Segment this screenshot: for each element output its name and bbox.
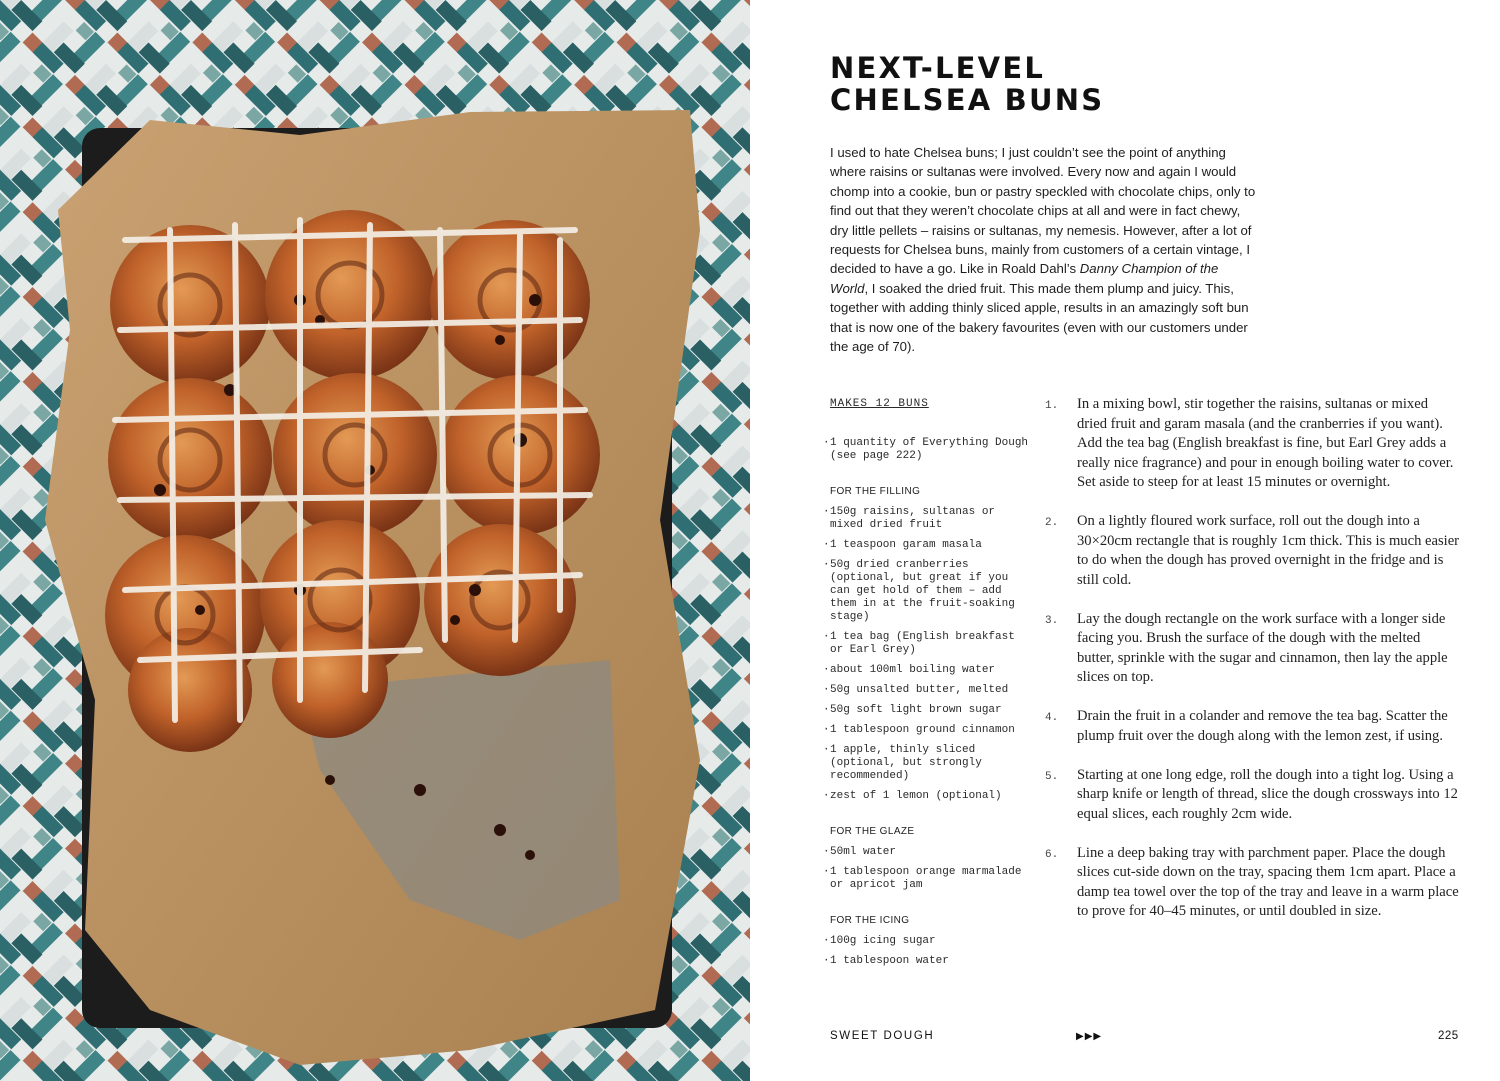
ingredient-item: · 150g raisins, sultanas or mixed dried fruit xyxy=(830,506,1030,532)
ingredient-item: · 50g dried cranberries (optional, but great if you can get hold of them – add them in at the fruit-soaking stage) xyxy=(830,559,1030,624)
filling-heading: FOR THE FILLING xyxy=(830,486,921,497)
ingredient-item: · 1 tablespoon ground cinnamon xyxy=(830,724,1030,737)
base-ingredient-list xyxy=(830,437,1030,463)
ingredient-item: · 50g soft light brown sugar xyxy=(830,704,1030,717)
intro-text-part1: I used to hate Chelsea buns; I just couldn’t see the point of anything where raisins or sultanas were involved. Every now and again I would chomp into a cookie, bun or pastry speckled with chocolate chips, only to find out that they weren’t chocolate chips at all and were in fact chewy, dry little pellets – raisins or sultanas, my nemesis. However, after a lot of requests for Chelsea buns, mainly from customers of a certain vintage, I decided to have a go. Like in Roald Dahl’s xyxy=(830,145,1256,277)
icing-ingredient-list xyxy=(830,935,1030,968)
step-number: 3. xyxy=(1045,614,1059,627)
step-number: 2. xyxy=(1045,517,1059,529)
ingredient-item: · 100g icing sugar xyxy=(830,935,1030,948)
ingredient-item: · 1 teaspoon garam masala xyxy=(830,539,1030,552)
ingredient-item: · about 100ml boiling water xyxy=(830,664,1030,677)
method-step xyxy=(1045,707,1460,746)
step-text: Starting at one long edge, roll the dough into a tight log. Using a sharp knife or length of thread, slice the dough crossways into 12 equal slices, each roughly 2cm wide. xyxy=(1077,766,1458,822)
recipe-intro xyxy=(830,143,1260,356)
intro-book-title: Danny Champion of the World xyxy=(830,261,1219,296)
ingredient-item: · 1 quantity of Everything Dough (see page 222) xyxy=(830,437,1030,463)
continue-arrows-icon: ▶▶▶ xyxy=(1076,1031,1103,1042)
step-text: In a mixing bowl, stir together the raisins, sultanas or mixed dried fruit and garam masala (and the cranberries if you want). Add the tea bag (English breakfast is fine, but Earl Grey adds a really nice fragrance) and pour in enough boiling water to cover. Set aside to steep for at least 15 minutes or overnight. xyxy=(1077,396,1454,490)
step-number: 4. xyxy=(1045,712,1059,724)
yield-label: MAKES 12 BUNS xyxy=(830,398,929,410)
ingredient-item: · 50ml water xyxy=(830,846,1030,859)
step-number: 5. xyxy=(1045,770,1059,783)
recipe-title xyxy=(830,52,1104,116)
ingredient-item: · 1 apple, thinly sliced (optional, but strongly recommended) xyxy=(830,744,1030,783)
ingredient-item: · 50g unsalted butter, melted xyxy=(830,684,1030,697)
method-step xyxy=(1045,844,1460,922)
title-line-1: NEXT-LEVEL xyxy=(830,51,1046,85)
step-text: Lay the dough rectangle on the work surface with a longer side facing you. Brush the surface of the dough with the melted butter, sprinkle with the sugar and cinnamon, then lay the apple slices on top. xyxy=(1077,610,1448,685)
ingredient-item: · 1 tablespoon orange marmalade or apricot jam xyxy=(830,866,1030,892)
method-step xyxy=(1045,395,1460,493)
ingredient-item: · zest of 1 lemon (optional) xyxy=(830,790,1030,803)
step-text: Line a deep baking tray with parchment paper. Place the dough slices cut-side down on the tray, spacing them 1cm apart. Place a damp tea towel over the top of the tray and leave in a warm place to prove for 40–45 minutes, or until doubled in size. xyxy=(1077,844,1459,919)
footer-section-label: SWEET DOUGH xyxy=(830,1030,935,1042)
intro-text-part2: , I soaked the dried fruit. This made them plump and juicy. This, together with adding thinly sliced apple, results in an amazingly soft bun that is now one of the bakery favourites (even with our customers under the age of 70). xyxy=(830,280,1249,355)
step-text: On a lightly floured work surface, roll out the dough into a 30×20cm rectangle that is roughly 1cm thick. This is much easier to do when the dough has proved overnight in the fridge and is still cold. xyxy=(1077,513,1460,588)
step-number: 1. xyxy=(1045,400,1059,412)
title-line-2: CHELSEA BUNS xyxy=(830,83,1105,117)
icing-heading: FOR THE ICING xyxy=(830,915,910,926)
ingredient-item: · 1 tablespoon water xyxy=(830,955,1030,968)
step-text: Drain the fruit in a colander and remove the tea bag. Scatter the plump fruit over the dough along with the lemon zest, if using. xyxy=(1077,708,1448,744)
ingredient-item: · 1 tea bag (English breakfast or Earl Grey) xyxy=(830,631,1030,657)
method-step xyxy=(1045,766,1460,825)
method-step xyxy=(1045,610,1460,688)
ingredients-column xyxy=(830,398,1030,975)
method-step xyxy=(1045,512,1460,590)
step-number: 6. xyxy=(1045,848,1059,861)
filling-ingredient-list xyxy=(830,506,1030,803)
glaze-heading: FOR THE GLAZE xyxy=(830,826,915,837)
glaze-ingredient-list xyxy=(830,846,1030,892)
page-number: 225 xyxy=(1438,1030,1459,1042)
method-steps xyxy=(1045,395,1460,941)
